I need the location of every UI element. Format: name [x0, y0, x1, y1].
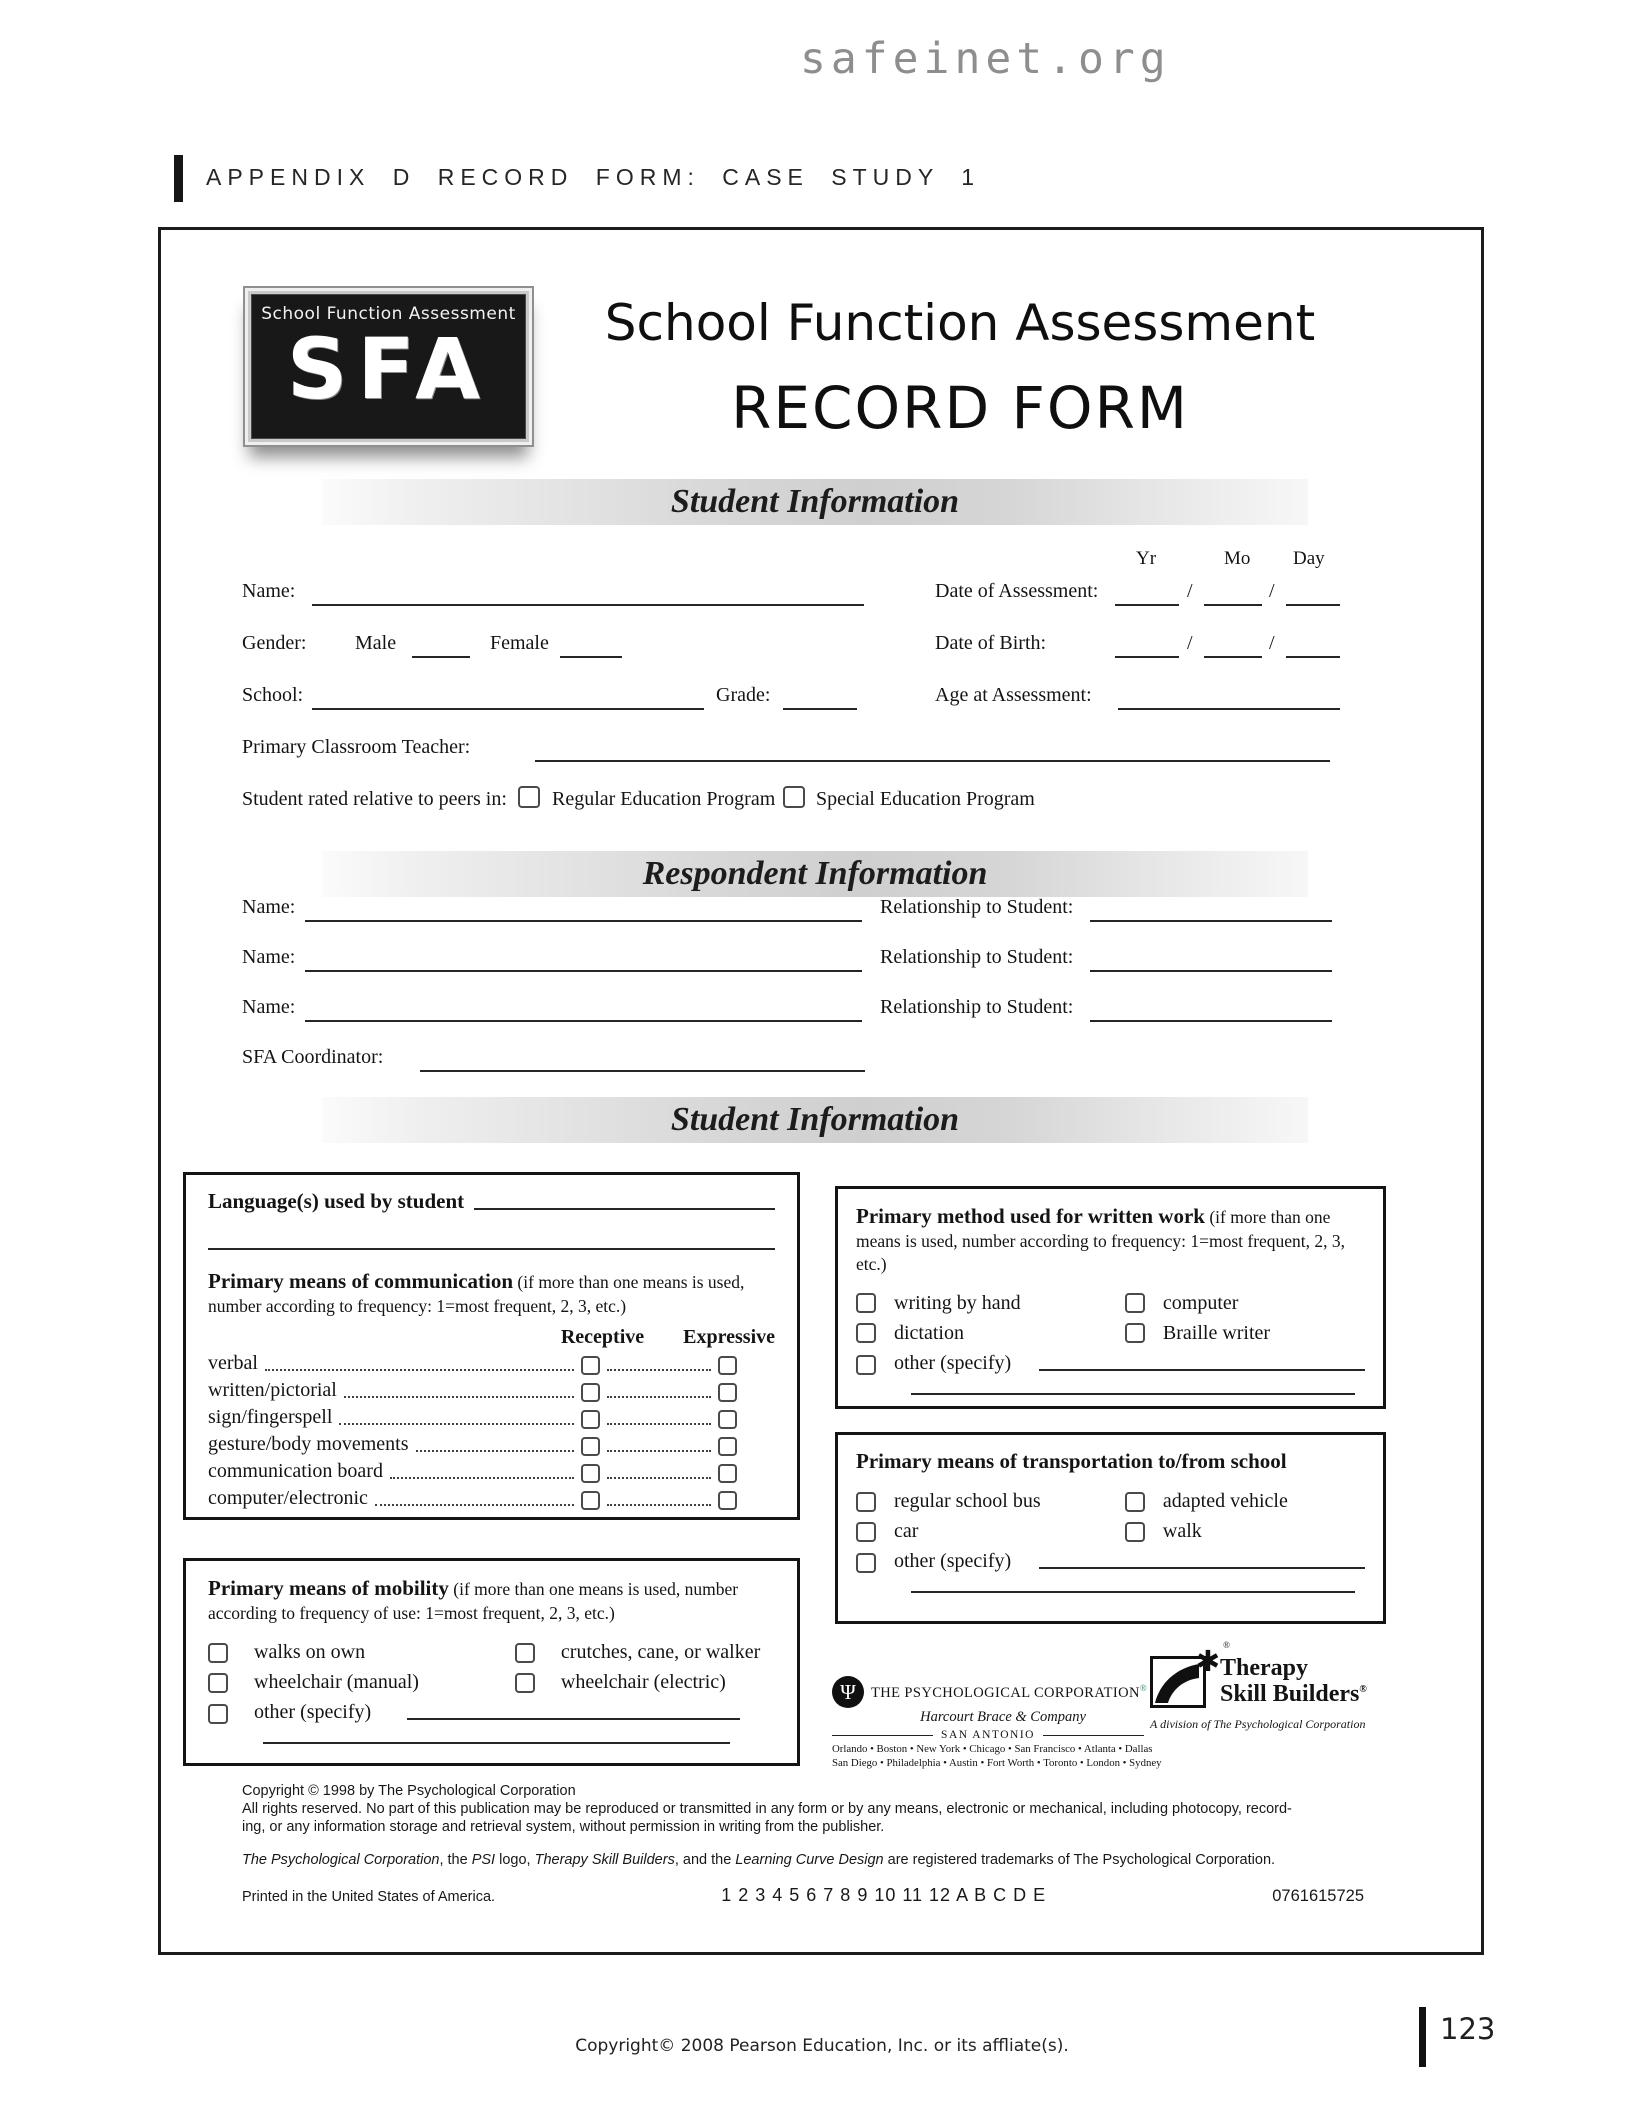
other-specify-label: other (specify) — [254, 1701, 372, 1724]
teacher-underline — [535, 760, 1330, 762]
checkbox-writing-by-hand — [856, 1293, 876, 1313]
option-computer — [1125, 1292, 1365, 1315]
birth-mo-underline — [1204, 656, 1262, 658]
mobility-options — [208, 1641, 775, 1694]
form-title-line1: School Function Assessment — [604, 294, 1316, 352]
transportation-title: Primary means of transportation to/from school — [856, 1449, 1287, 1473]
option-label: wheelchair (electric) — [560, 1671, 726, 1694]
section-header-student-information-1: Student Information — [322, 479, 1308, 525]
option-writing-by-hand — [856, 1292, 1125, 1315]
relationship-underline-1 — [1090, 920, 1332, 922]
checkbox-written-work-other — [856, 1355, 876, 1375]
respondent-name-label-3: Name: — [242, 996, 296, 1018]
checkbox-wheelchair-electric — [515, 1673, 535, 1693]
primary-teacher-label: Primary Classroom Teacher: — [242, 736, 471, 758]
psi-icon: Ψ — [832, 1676, 864, 1708]
option-label: Braille writer — [1162, 1321, 1271, 1344]
rule-line — [832, 1735, 933, 1736]
respondent-name-underline-2 — [305, 970, 862, 972]
checkbox-verbal-expressive — [718, 1356, 737, 1375]
trademark-text: are registered trademarks of The Psychological Corporation. — [883, 1852, 1276, 1868]
option-label: wheelchair (manual) — [254, 1671, 419, 1694]
psychological-corporation-logo — [832, 1676, 1162, 1769]
sfa-logo-tagline: School Function Assessment — [261, 304, 516, 324]
name-underline — [312, 604, 864, 606]
dot-leader — [344, 1396, 574, 1398]
checkbox-communication-board-receptive — [581, 1464, 600, 1483]
receptive-column-header: Receptive — [560, 1326, 645, 1349]
checkbox-verbal-receptive — [581, 1356, 600, 1375]
option-label: walk — [1162, 1520, 1202, 1542]
registered-mark-icon: ® — [1139, 1682, 1148, 1693]
dot-leader — [416, 1450, 574, 1452]
grade-label: Grade: — [716, 684, 771, 706]
mobility-other-row — [208, 1701, 775, 1724]
female-underline — [560, 656, 622, 658]
tpc-cities-line2: San Diego • Philadelphia • Austin • Fort Worth • Toronto • London • Sydney — [832, 1757, 1162, 1769]
communication-row-label: written/pictorial — [208, 1379, 337, 1402]
dot-leader — [339, 1423, 574, 1425]
print-run-numbers: 1 2 3 4 5 6 7 8 9 10 11 12 A B C D E — [721, 1885, 1047, 1905]
relationship-underline-2 — [1090, 970, 1332, 972]
option-dictation — [856, 1322, 1125, 1345]
gender-label: Gender: — [242, 632, 307, 654]
checkbox-gesture-receptive — [581, 1437, 600, 1456]
printed-row — [242, 1886, 1364, 1906]
sfa-coordinator-underline — [420, 1070, 865, 1072]
form-title-line2: RECORD FORM — [731, 374, 1189, 442]
option-label: crutches, cane, or walker — [560, 1641, 761, 1664]
grade-underline — [783, 708, 857, 710]
dot-leader — [607, 1504, 711, 1506]
relationship-underline-3 — [1090, 1020, 1332, 1022]
option-walks-on-own — [208, 1641, 515, 1664]
option-label: adapted vehicle — [1162, 1490, 1288, 1512]
mobility-other-underline — [407, 1718, 740, 1720]
dot-leader — [607, 1423, 711, 1425]
tpc-name-row — [832, 1676, 1148, 1708]
tsb-name-line2-text: Skill Builders — [1220, 1680, 1360, 1707]
written-work-extra-underline — [911, 1393, 1355, 1395]
written-work-note: (if more than one means is used, number according to frequency: 1=most frequent, 2, 3, etc.) — [856, 1207, 1346, 1275]
dot-leader — [265, 1369, 574, 1371]
tpc-city: SAN ANTONIO — [941, 1729, 1035, 1741]
written-work-other-underline — [1039, 1369, 1365, 1371]
date-col-mo: Mo — [1224, 548, 1251, 569]
checkbox-gesture-expressive — [718, 1437, 737, 1456]
trademark-italic: PSI — [471, 1852, 496, 1868]
relationship-label-3: Relationship to Student: — [880, 996, 1074, 1018]
date-col-yr: Yr — [1136, 548, 1157, 569]
birth-slash-1: / — [1187, 632, 1193, 654]
tpc-name-text: THE PSYCHOLOGICAL CORPORATION — [871, 1684, 1140, 1701]
copyright-line2: All rights reserved. No part of this publication may be reproduced or transmitted in any form or by any means, electronic or mechanical, including photocopy, record- — [242, 1801, 1292, 1817]
checkbox-dictation — [856, 1323, 876, 1343]
assessment-slash-1: / — [1187, 580, 1193, 602]
checkbox-computer — [1125, 1293, 1145, 1313]
checkbox-computer-electronic-expressive — [718, 1491, 737, 1510]
birth-day-underline — [1286, 656, 1340, 658]
registered-mark-icon: ® — [1223, 1640, 1230, 1650]
language-box-title: Language(s) used by student — [208, 1189, 465, 1213]
checkbox-written-pictorial-receptive — [581, 1383, 600, 1402]
option-regular-school-bus — [856, 1490, 1125, 1513]
tpc-city-row — [832, 1729, 1144, 1741]
mobility-intro — [208, 1575, 775, 1625]
mobility-box — [183, 1558, 800, 1766]
written-work-other-row — [856, 1352, 1365, 1375]
communication-row-label: sign/fingerspell — [208, 1406, 333, 1429]
sfa-logo-inner — [251, 294, 526, 439]
communication-row — [208, 1350, 775, 1376]
dot-leader — [375, 1504, 574, 1506]
checkbox-regular-education-program — [518, 786, 540, 808]
checkbox-communication-board-expressive — [718, 1464, 737, 1483]
section-header-student-information-2: Student Information — [322, 1097, 1308, 1143]
trademark-text: , the — [439, 1852, 472, 1868]
checkbox-sign-fingerspell-receptive — [581, 1410, 600, 1429]
option-label: computer — [1162, 1291, 1239, 1314]
checkbox-mobility-other — [208, 1704, 228, 1724]
mobility-extra-underline — [263, 1742, 730, 1744]
checkbox-car — [856, 1522, 876, 1542]
dot-leader — [390, 1477, 574, 1479]
option-car — [856, 1520, 1125, 1543]
tpc-subsidiary: Harcourt Brace & Company — [920, 1709, 1086, 1725]
tsb-swoosh-icon — [1150, 1640, 1230, 1708]
date-col-day: Day — [1293, 548, 1325, 569]
birth-yr-underline — [1115, 656, 1179, 658]
relationship-label-1: Relationship to Student: — [880, 896, 1074, 918]
option-adapted-vehicle — [1125, 1490, 1365, 1513]
checkbox-sign-fingerspell-expressive — [718, 1410, 737, 1429]
trademark-text: logo, — [495, 1852, 535, 1868]
checkbox-written-pictorial-expressive — [718, 1383, 737, 1402]
checkbox-regular-school-bus — [856, 1492, 876, 1512]
rated-relative-label: Student rated relative to peers in: — [242, 788, 507, 810]
communication-row-label: gesture/body movements — [208, 1433, 409, 1456]
tpc-cities-line1: Orlando • Boston • New York • Chicago • San Francisco • Atlanta • Dallas — [832, 1743, 1153, 1755]
page-number: 123 — [1440, 2012, 1496, 2046]
option-walk — [1125, 1520, 1365, 1543]
transportation-other-underline — [1039, 1567, 1365, 1569]
mobility-title: Primary means of mobility — [208, 1576, 449, 1600]
expressive-column-header: Expressive — [683, 1326, 775, 1349]
communication-box-note: (if more than one means is used, number according to frequency: 1=most frequent, 2, 3, etc.) — [208, 1272, 745, 1317]
communication-row — [208, 1485, 775, 1511]
special-education-program-label: Special Education Program — [816, 788, 1035, 810]
product-code: 0761615725 — [1272, 1887, 1364, 1905]
tsb-name — [1206, 1656, 1367, 1708]
language-underline-1 — [474, 1208, 775, 1210]
checkbox-crutches-cane-walker — [515, 1643, 535, 1663]
checkbox-walk — [1125, 1522, 1145, 1542]
written-work-box — [835, 1186, 1386, 1409]
tpc-name — [871, 1683, 1147, 1702]
language-underline-2 — [208, 1248, 775, 1250]
other-specify-label: other (specify) — [894, 1351, 1012, 1374]
written-work-title: Primary method used for written work — [856, 1204, 1205, 1228]
copyright-line1: Copyright © 1998 by The Psychological Corporation — [242, 1783, 576, 1799]
trademark-italic: Therapy Skill Builders — [534, 1852, 675, 1868]
assessment-slash-2: / — [1269, 580, 1275, 602]
regular-education-program-label: Regular Education Program — [552, 788, 776, 810]
checkbox-walks-on-own — [208, 1643, 228, 1663]
respondent-name-underline-1 — [305, 920, 862, 922]
option-label: car — [894, 1520, 919, 1542]
dot-leader — [607, 1477, 711, 1479]
female-label: Female — [490, 632, 549, 654]
written-work-options — [856, 1292, 1365, 1345]
age-at-assessment-label: Age at Assessment: — [935, 684, 1092, 706]
option-wheelchair-electric — [515, 1671, 775, 1694]
section-header-respondent-information: Respondent Information — [322, 851, 1308, 897]
tsb-top-row — [1150, 1640, 1395, 1708]
checkbox-transportation-other — [856, 1553, 876, 1573]
communication-box-title: Primary means of communication — [208, 1269, 514, 1293]
registered-mark-icon: ® — [1359, 1683, 1367, 1695]
other-specify-label: other (specify) — [894, 1550, 1012, 1572]
dot-leader — [607, 1450, 711, 1452]
communication-row — [208, 1431, 775, 1457]
checkbox-adapted-vehicle — [1125, 1492, 1145, 1512]
respondent-name-label-1: Name: — [242, 896, 296, 918]
copyright-line3: ing, or any information storage and retrieval system, without permission in writing from the publisher. — [242, 1819, 885, 1835]
respondent-name-label-2: Name: — [242, 946, 296, 968]
transportation-box — [835, 1432, 1386, 1624]
checkbox-wheelchair-manual — [208, 1673, 228, 1693]
sfa-logo — [243, 286, 534, 447]
option-label: writing by hand — [894, 1291, 1021, 1314]
communication-row-label: computer/electronic — [208, 1487, 368, 1510]
trademark-italic: The Psychological Corporation — [242, 1852, 440, 1868]
dot-leader — [607, 1369, 711, 1371]
rule-line — [1043, 1735, 1144, 1736]
school-label: School: — [242, 684, 304, 706]
appendix-header: APPENDIX D RECORD FORM: CASE STUDY 1 — [206, 164, 980, 190]
tsb-name-line1: Therapy — [1220, 1655, 1309, 1681]
language-communication-box — [183, 1172, 800, 1520]
date-of-assessment-label: Date of Assessment: — [935, 580, 1099, 602]
relationship-label-2: Relationship to Student: — [880, 946, 1074, 968]
page-footer-copyright: Copyright© 2008 Pearson Education, Inc. or its affliate(s). — [575, 2036, 1069, 2056]
assessment-day-underline — [1286, 604, 1340, 606]
school-underline — [312, 708, 704, 710]
option-braille-writer — [1125, 1322, 1365, 1345]
date-of-birth-label: Date of Birth: — [935, 632, 1047, 654]
checkbox-computer-electronic-receptive — [581, 1491, 600, 1510]
name-label: Name: — [242, 580, 296, 602]
trademark-text: , and the — [674, 1852, 736, 1868]
language-title-row — [208, 1189, 775, 1214]
checkbox-braille-writer — [1125, 1323, 1145, 1343]
communication-row — [208, 1377, 775, 1403]
appendix-header-bar — [174, 155, 183, 202]
transportation-other-row — [856, 1550, 1365, 1573]
option-label: dictation — [894, 1321, 964, 1344]
trademark-line — [242, 1851, 1364, 1869]
male-label: Male — [355, 632, 397, 654]
sfa-coordinator-label: SFA Coordinator: — [242, 1046, 384, 1068]
therapy-skill-builders-logo — [1150, 1640, 1395, 1732]
birth-slash-2: / — [1269, 632, 1275, 654]
age-underline — [1118, 708, 1340, 710]
option-crutches-cane-walker — [515, 1641, 775, 1664]
printed-in-usa: Printed in the United States of America. — [242, 1889, 496, 1905]
assessment-yr-underline — [1115, 604, 1179, 606]
transportation-options — [856, 1490, 1365, 1543]
asterisk-icon: ✱ — [1195, 1644, 1220, 1678]
trademark-italic: Learning Curve Design — [735, 1852, 884, 1868]
copyright-block — [242, 1782, 1364, 1906]
sfa-logo-acronym: SFA — [286, 320, 491, 418]
communication-row-label: communication board — [208, 1460, 383, 1483]
respondent-name-underline-3 — [305, 1020, 862, 1022]
communication-row — [208, 1404, 775, 1430]
communication-row-label: verbal — [208, 1352, 258, 1375]
checkbox-special-education-program — [783, 786, 805, 808]
male-underline — [412, 656, 470, 658]
mobility-note: (if more than one means is used, number according to frequency of use: 1=most frequent, 2, 3, etc.) — [208, 1579, 739, 1624]
watermark: safeinet.org — [800, 34, 1171, 84]
option-label: regular school bus — [894, 1490, 1041, 1512]
page-number-bar — [1419, 2007, 1426, 2067]
option-wheelchair-manual — [208, 1671, 515, 1694]
tsb-name-line2 — [1220, 1682, 1367, 1708]
communication-column-headers — [208, 1326, 775, 1349]
dot-leader — [607, 1396, 711, 1398]
communication-row — [208, 1458, 775, 1484]
tsb-division: A division of The Psychological Corporation — [1150, 1717, 1366, 1731]
form-title — [540, 292, 1380, 440]
communication-box-intro — [208, 1268, 775, 1318]
transportation-extra-underline — [911, 1591, 1355, 1593]
option-label: walks on own — [254, 1641, 366, 1664]
assessment-mo-underline — [1204, 604, 1262, 606]
written-work-intro — [856, 1203, 1365, 1276]
